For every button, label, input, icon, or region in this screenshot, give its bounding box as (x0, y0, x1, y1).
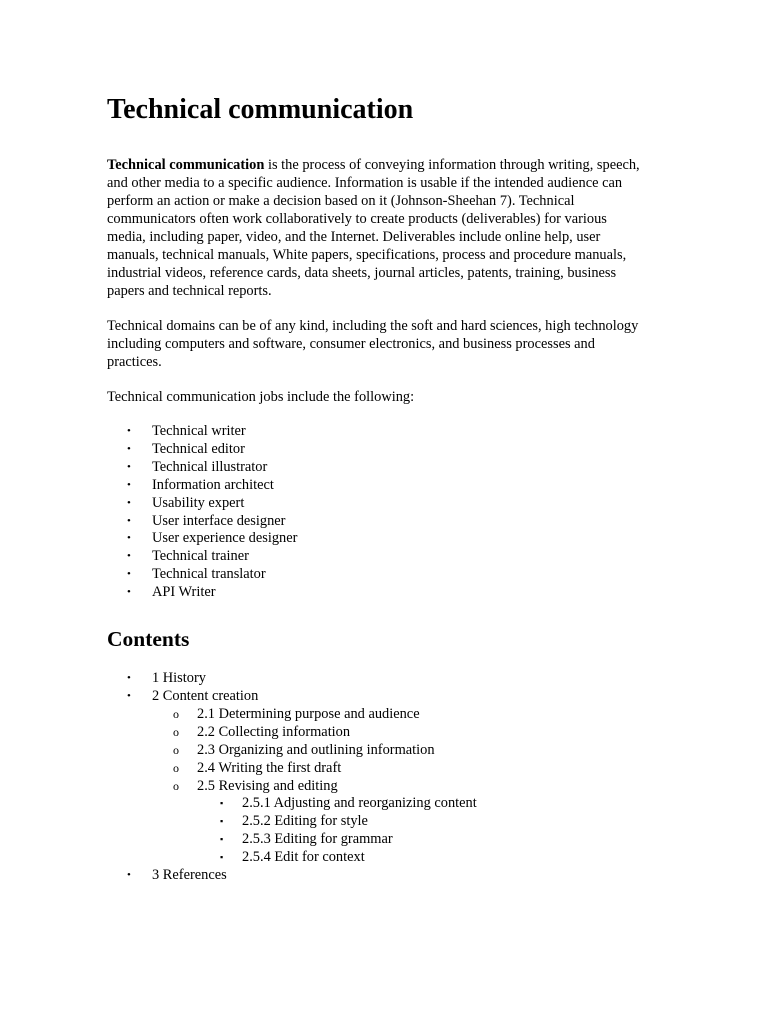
list-item (107, 566, 647, 584)
job-label: User interface designer (152, 512, 286, 529)
toc-item-2-4[interactable] (107, 760, 647, 778)
intro-text: is the process of conveying information through writing, speech, and other media to a specific audience. Information is usable if the intended audience can perform an action or make a decision based on it (Johnson-Sheehan 7). Technical communicators often work collaboratively to create products (deliverables) for various media, including paper, video, and the Internet. Deliverables include online help, user manuals, technical manuals, White papers, specifications, process and procedure manuals, industrial videos, reference cards, data sheets, journal articles, patents, training, business papers and technical reports. (107, 157, 640, 299)
toc-item-2-5-2[interactable] (107, 813, 647, 831)
toc-label[interactable]: 2.4 Writing the first draft (197, 759, 342, 776)
toc-label[interactable]: 2.5.3 Editing for grammar (242, 831, 393, 848)
toc-item-history[interactable] (107, 670, 647, 688)
job-label: Technical illustrator (152, 458, 268, 475)
toc-item-2-5[interactable] (107, 778, 647, 796)
list-item (107, 530, 647, 548)
bullet-icon: • (127, 478, 131, 491)
circle-bullet-icon: o (173, 706, 179, 721)
toc-label[interactable]: 2.5 Revising and editing (197, 777, 338, 794)
circle-bullet-icon: o (173, 778, 179, 793)
toc-item-references[interactable] (107, 867, 647, 885)
jobs-list (107, 423, 647, 602)
toc-item-2-5-4[interactable] (107, 849, 647, 867)
intro-paragraph (107, 156, 647, 300)
toc-item-2-5-1[interactable] (107, 795, 647, 813)
toc-item-content-creation[interactable] (107, 688, 647, 706)
bullet-icon: • (127, 442, 131, 455)
toc-label[interactable]: 2.5.1 Adjusting and reorganizing content (242, 795, 477, 812)
toc-label[interactable]: 3 References (152, 867, 227, 884)
bullet-icon: • (127, 514, 131, 527)
bullet-icon: • (127, 586, 131, 599)
list-item (107, 441, 647, 459)
bullet-icon: • (127, 568, 131, 581)
circle-bullet-icon: o (173, 742, 179, 757)
list-item (107, 584, 647, 602)
toc-label[interactable]: 1 History (152, 670, 206, 687)
bullet-icon: • (127, 425, 131, 437)
list-item (107, 495, 647, 513)
job-label: Technical translator (152, 566, 266, 583)
bullet-icon: • (127, 496, 131, 509)
toc-level1-list-tail (107, 867, 647, 885)
bullet-icon: • (127, 689, 131, 702)
page-title: Technical communication (107, 94, 414, 125)
toc-level2-list (107, 706, 647, 796)
job-label: Technical writer (152, 423, 246, 439)
toc-item-2-2[interactable] (107, 724, 647, 742)
toc-item-2-3[interactable] (107, 742, 647, 760)
job-label: Information architect (152, 476, 274, 493)
intro-bold-term: Technical communication (107, 157, 265, 173)
job-label: Technical trainer (152, 548, 249, 565)
jobs-intro: Technical communication jobs include the following: (107, 389, 415, 405)
circle-bullet-icon: o (173, 760, 179, 775)
bullet-icon: • (127, 672, 131, 685)
toc-label[interactable]: 2 Content creation (152, 687, 259, 704)
square-bullet-icon: ▪ (220, 816, 224, 827)
bullet-icon: • (127, 460, 131, 473)
square-bullet-icon: ▪ (220, 852, 224, 863)
toc-label[interactable]: 2.3 Organizing and outlining information (197, 741, 435, 758)
toc-label[interactable]: 2.5.2 Editing for style (242, 813, 368, 830)
toc-level1-list (107, 670, 647, 706)
list-item (107, 513, 647, 531)
toc-item-2-5-3[interactable] (107, 831, 647, 849)
list-item (107, 459, 647, 477)
square-bullet-icon: ▪ (220, 834, 224, 845)
circle-bullet-icon: o (173, 724, 179, 739)
toc-label[interactable]: 2.2 Collecting information (197, 723, 351, 740)
bullet-icon: • (127, 532, 131, 545)
domains-paragraph: Technical domains can be of any kind, including the soft and hard sciences, high technology including computers and software, consumer electronics, and business processes and practices. (107, 318, 639, 370)
toc-level3-list (107, 795, 647, 867)
job-label: Technical editor (152, 440, 245, 457)
table-of-contents (107, 670, 647, 885)
toc-item-2-1[interactable] (107, 706, 647, 724)
bullet-icon: • (127, 869, 131, 882)
job-label: User experience designer (152, 530, 298, 547)
list-item (107, 423, 647, 441)
contents-heading: Contents (107, 627, 190, 652)
list-item (107, 477, 647, 495)
square-bullet-icon: ▪ (220, 798, 224, 809)
toc-label[interactable]: 2.1 Determining purpose and audience (197, 705, 420, 722)
toc-label[interactable]: 2.5.4 Edit for context (242, 849, 365, 866)
document-page (107, 88, 647, 885)
list-item (107, 548, 647, 566)
bullet-icon: • (127, 550, 131, 563)
job-label: API Writer (152, 584, 216, 601)
job-label: Usability expert (152, 494, 245, 511)
